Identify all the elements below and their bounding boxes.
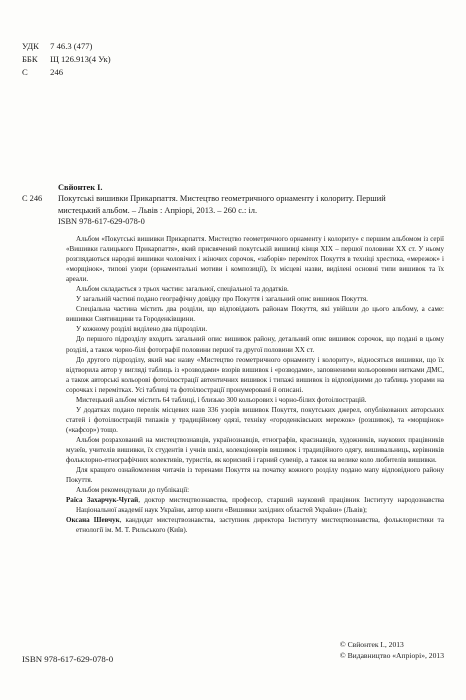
reviewer-description: , кандидат мистецтвознавства, заступник директора Інституту мистецтвознавства, фольклористики та етнології ім. М. Т. Рильського (Київ). — [76, 516, 444, 535]
annotation-paragraph: У додатках подано перелік місцевих назв 336 узорів вишивок Покуття, покутських джерел, опублікованих авторських статей і фотоілюстрацій типажів у традиційному одязі, техніку «городенківських мережок» (розшивок), та «морщінок» («кафсор») тощо. — [66, 405, 444, 434]
bbk-label: ББК — [22, 54, 38, 64]
reviewer-description: , доктор мистецтвознавства, професор, старший науковий працівник Інституту народознавства Національної академії наук України, автор книги «Вишивки західних областей України» (Львів); — [76, 496, 445, 515]
bbk-value: Щ 126.913(4 Ук) — [50, 54, 111, 64]
reviewer-entry — [66, 515, 444, 535]
classification-codes — [22, 40, 111, 79]
copyright-author: © Свйонтек І., 2013 — [339, 640, 404, 649]
annotation-paragraph: Альбом «Покутські вишивки Прикарпаття. Мистецтво геометричного орнаменту і колориту» є першим альбомом із серії «Вишивки галицького Прикарпаття», який присвячений покутській вишивці кінця XIX – першої половини XX ст. У ньому розглядаються народні вишивки чоловічих і жіночих сорочок, «заборія» перемітох Покуття в техніці хрестика, «мережок» і «морщінок», типові узори (орнаментальні мотиви і композиції), їх місцеві назви, виділені основні типи вишивок та їх ареали. — [66, 235, 444, 284]
copyright-block — [340, 640, 444, 661]
catalog-entry — [22, 182, 448, 227]
udk-label: УДК — [22, 41, 39, 51]
catalog-isbn-row — [22, 216, 448, 227]
annotation-paragraph: До другого підрозділу, який має назву «Мистецтво геометричного орнаменту і колориту», відносяться вишивки, що їх відтворила автор у вигляді таблиць із «розводами» взорів вишивок і «розводами», заповненими кольоровими нитками ДМС, а також авторські кольорові фотоілюстрації автентичних вишивок і типажі вишивок із відповідними до таблиць узорами на сорочках і перемітках. Усі таблиці та фотоілюстрації пронумеровані й описані. — [66, 355, 444, 394]
catalog-author: Свйонтек І. — [58, 183, 103, 192]
copyright-publisher: © Видавництво «Апріорі», 2013 — [339, 650, 444, 660]
udk-value: 7 46.3 (477) — [50, 41, 93, 51]
footer-isbn: ISBN 978-617-629-078-0 — [22, 654, 114, 664]
annotation-paragraph: У загальній частині подано географічну довідку про Покуття і загальний опис вишивок Покуття. — [76, 295, 368, 304]
c-value: 246 — [50, 67, 64, 77]
annotation-paragraph: Альбом рекомендували до публікації: — [76, 486, 190, 495]
reviewer-name: Раїса Захарчук-Чугай — [66, 496, 139, 505]
c-label: С — [22, 67, 28, 77]
reviewer-name: Оксана Шевчук — [66, 516, 120, 525]
reviewer-entry — [66, 495, 444, 515]
bbk-code — [22, 53, 111, 66]
annotation — [66, 234, 444, 535]
annotation-paragraph: Для кращого ознайомлення читачів із теренами Покуття на початку кожного розділу подано мапу відповідного району Покуття. — [66, 466, 444, 485]
udk-code — [22, 40, 111, 53]
catalog-isbn: ISBN 978-617-629-078-0 — [58, 216, 145, 226]
annotation-paragraph: У кожному розділі виділено два підрозділи. — [76, 325, 208, 334]
annotation-paragraph: Альбом розрахований на мистецтвознавців, українознавців, етнографів, краєзнавців, художників, наукових працівників музеїв, учителів вишивки, їх студентів і учнів шкіл, колекціонерів вишивок і традиційного одягу, вишивальниць, керівників фольклорно-етнографічних колективів, туристів, як корисний і гарний сувенір, а також на велике коло любителів вишивки. — [66, 435, 444, 465]
catalog-title-row2 — [22, 205, 448, 216]
catalog-title-line1: Покутські вишивки Прикарпаття. Мистецтво геометричного орнаменту і колориту. Перший — [58, 194, 386, 204]
catalog-title-line2: мистецький альбом. – Львів : Апріорі, 2013. – 260 с.: іл. — [58, 205, 258, 215]
annotation-paragraph: До першого підрозділу входить загальний опис вишивок району, детальний опис вишивок сорочок, що подані в цьому розділі, а також чорно-білі фотографії половини першої та другої половини XX ст. — [66, 335, 444, 354]
author-sign-code — [22, 66, 111, 79]
annotation-paragraph: Альбом складається з трьох частин: загальної, спеціальної та додатків. — [76, 285, 289, 294]
annotation-paragraph: Мистецький альбом містить 64 таблиці, і близько 300 кольорових і чорно-білих фотоілюстрацій. — [76, 395, 367, 404]
catalog-title-row — [22, 193, 448, 204]
catalog-side-code: С 246 — [22, 194, 43, 204]
annotation-paragraph: Спеціальна частина містить два розділи, що відповідають районам Покуття, які увійшли до цього альбому, а саме: вишивки Снятинщини та Городенківщини. — [66, 305, 444, 324]
catalog-author-row — [22, 182, 448, 193]
